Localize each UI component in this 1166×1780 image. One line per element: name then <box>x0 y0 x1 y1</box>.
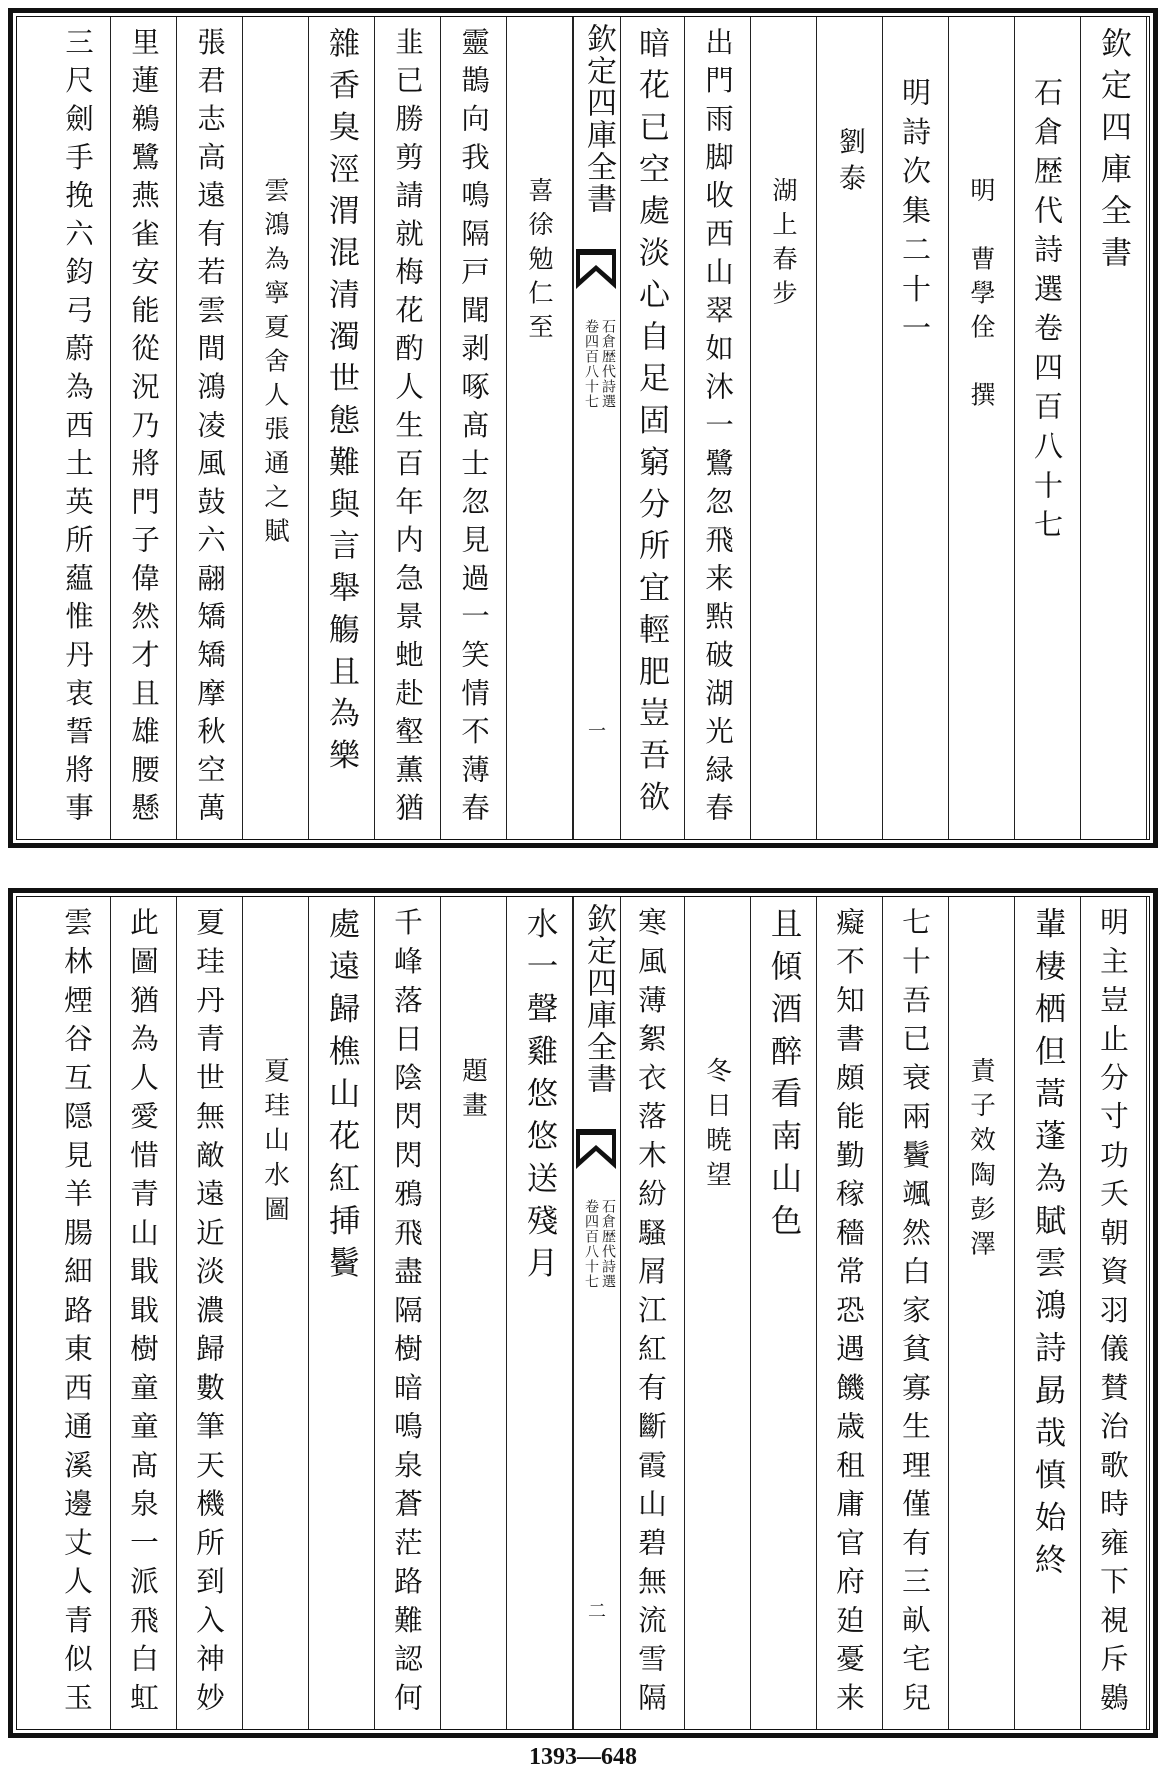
page-footer-number: 1393—648 <box>529 1744 637 1770</box>
text-column <box>619 17 685 839</box>
column-text: 雜香臭涇渭混清濁世態難與言舉觴且為樂 <box>323 27 359 781</box>
text-column <box>309 17 375 839</box>
text-column <box>441 897 507 1729</box>
center-book-title: 石倉歴代詩選 <box>600 1199 616 1289</box>
text-column <box>441 17 507 839</box>
column-text: 千峰落日陰閃閃鴉飛盡隔樹暗鳴泉蒼茫路難認何 <box>390 907 424 1721</box>
column-text: 寒風薄絮衣落木紛騷屑江紅有斷霞山碧無流雪隔 <box>634 907 668 1721</box>
bottom-page <box>8 888 1158 1738</box>
text-column <box>243 897 309 1729</box>
center-volume-number: 卷四百八十七 <box>583 319 599 409</box>
text-column <box>619 897 685 1729</box>
column-text: 劉泰 <box>834 127 865 201</box>
text-column <box>375 897 441 1729</box>
column-text: 七十吾已衰兩鬢颯然白家貧寡生理僅有三畒宅兒 <box>898 907 932 1721</box>
center-header-title: 欽定四庫全書 <box>581 903 616 1095</box>
text-column <box>507 17 573 839</box>
column-text: 輩棲栖但蒿蓬為賦雲鴻詩勗哉慎始終 <box>1029 907 1065 1586</box>
top-page <box>8 8 1158 848</box>
text-column <box>507 897 573 1729</box>
text-column <box>309 897 375 1729</box>
text-column <box>751 17 817 839</box>
fish-tail-mark-icon <box>576 1129 616 1173</box>
text-column <box>177 897 243 1729</box>
text-column <box>949 17 1015 839</box>
column-text: 湖上春步 <box>769 177 798 314</box>
text-column <box>949 897 1015 1729</box>
text-column <box>45 17 111 839</box>
text-column <box>375 17 441 839</box>
text-column <box>1015 17 1081 839</box>
column-text: 水一聲雞悠悠送殘月 <box>521 907 557 1289</box>
center-margin <box>573 17 621 839</box>
column-text: 冬日暁望 <box>702 1057 732 1196</box>
center-margin <box>573 897 621 1729</box>
fish-tail-mark-icon <box>576 249 616 293</box>
column-text: 欽定四庫全書 <box>1095 27 1131 279</box>
column-text: 明詩次集二十一 <box>898 77 932 352</box>
center-header-title: 欽定四庫全書 <box>581 23 616 215</box>
column-text: 且傾酒醉看南山色 <box>765 907 801 1247</box>
text-column <box>817 17 883 839</box>
column-text: 靈鵲向我鳴隔戸聞剥啄髙士忽見過一笑情不薄春 <box>457 27 490 831</box>
column-text: 雲鴻為寧夏舍人張通之賦 <box>261 177 290 552</box>
column-text: 出門雨脚收西山翠如沐一鷺忽飛来㸃破湖光緑春 <box>701 27 734 831</box>
column-text: 里蓮鵜鷺燕雀安能從況乃將門子偉然才且雄腰懸 <box>127 27 160 831</box>
text-column <box>1015 897 1081 1729</box>
text-column <box>111 17 177 839</box>
column-text: 三尺劍手挽六鈞弓蔚為西土英所藴惟丹衷誓將事 <box>61 27 94 831</box>
text-column <box>45 897 111 1729</box>
text-column <box>1081 17 1147 839</box>
column-text: 責子效陶彭澤 <box>966 1057 996 1265</box>
column-text: 張君志高遠有若雲間鴻凌風鼔六翮矯矯摩秋空萬 <box>193 27 226 831</box>
column-text: 處遠歸樵山花紅挿鬢 <box>323 907 359 1289</box>
column-text: 夏珪山水圖 <box>260 1057 290 1230</box>
center-book-title: 石倉歴代詩選 <box>600 319 616 409</box>
center-volume-number: 卷四百八十七 <box>583 1199 599 1289</box>
column-text: 喜徐勉仁至 <box>525 177 554 348</box>
text-column <box>177 17 243 839</box>
text-column <box>1081 897 1147 1729</box>
column-text: 石倉歴代詩選卷四百八十七 <box>1030 77 1064 549</box>
text-column <box>243 17 309 839</box>
column-text: 雲林煙谷互隠見羊腸細路東西通溪邊丈人青似玉 <box>60 907 94 1721</box>
text-column <box>883 17 949 839</box>
column-text: 暗花已空處淡心自足固窮分所宜輕肥豈吾欲 <box>633 27 669 823</box>
text-column <box>751 897 817 1729</box>
column-text: 此圖猶為人愛惜青山戢戢樹童童髙泉一派飛白虹 <box>126 907 160 1721</box>
column-text: 韭已勝剪請就梅花酌人生百年内急景虵赴壑薫猶 <box>391 27 424 831</box>
column-text: 癡不知書頗能勤稼穡常恐遇饑歳租庸官府廹憂来 <box>832 907 866 1721</box>
column-text: 夏珪丹青世無敵遠近淡濃歸數筆天機所到入神妙 <box>192 907 226 1721</box>
column-text: 題畫 <box>458 1057 488 1127</box>
text-column <box>685 17 751 839</box>
text-column <box>817 897 883 1729</box>
center-leaf-number: 二 <box>588 1601 606 1622</box>
text-column <box>111 897 177 1729</box>
column-text: 明 曹學佺 撰 <box>967 177 996 416</box>
center-leaf-number: 一 <box>588 721 606 742</box>
text-column <box>883 897 949 1729</box>
text-column <box>685 897 751 1729</box>
column-text: 明主豈止分寸功夭朝資羽儀賛治歌時雍下視斥鷃 <box>1096 907 1130 1721</box>
